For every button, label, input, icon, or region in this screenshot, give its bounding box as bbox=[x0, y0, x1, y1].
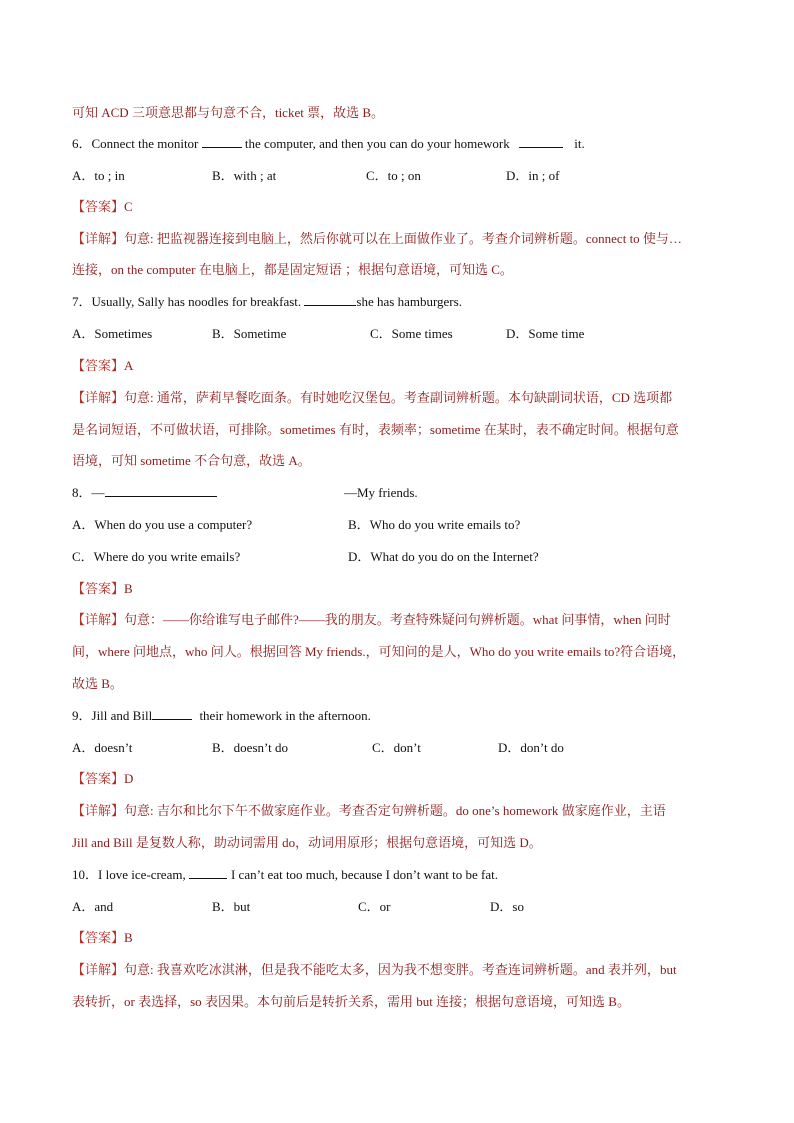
option-c: C．don’t bbox=[372, 740, 421, 755]
answer-blank bbox=[519, 135, 563, 148]
answer-7 bbox=[72, 357, 133, 375]
option-d: D．What do you do on the Internet? bbox=[348, 549, 539, 564]
answer-blank bbox=[152, 707, 192, 720]
text: what bbox=[532, 612, 559, 627]
question-8 bbox=[72, 484, 217, 502]
question-9 bbox=[72, 707, 371, 725]
text: 问时 bbox=[641, 612, 671, 627]
answer-value: C bbox=[124, 199, 133, 214]
answer-tag: 【答案】 bbox=[72, 199, 125, 214]
text: so bbox=[190, 994, 202, 1009]
text: 句意: 通常，萨莉早餐吃面条。有时她吃汉堡包。考查副词辨析题。本句缺副词状语，CD 选项都 bbox=[124, 390, 673, 405]
question-10 bbox=[72, 866, 498, 884]
option-a: A．and bbox=[72, 899, 114, 914]
text: on the computer bbox=[111, 262, 196, 277]
option-d: D．in ; of bbox=[506, 168, 560, 183]
text: 表转折， bbox=[72, 994, 125, 1009]
text: 故选 B。 bbox=[72, 676, 123, 691]
question-text: the computer, and then you can do your homework bbox=[241, 136, 513, 151]
explanation-8-line1 bbox=[72, 611, 671, 629]
text: 是名词短语，不可做状语，可排除。 bbox=[72, 422, 281, 437]
explanation-tag: 【详解】 bbox=[72, 231, 125, 246]
text: 问地点， bbox=[129, 644, 186, 659]
question-text: Usually, Sally has noodles for breakfast. bbox=[91, 294, 305, 309]
answer-tag: 【答案】 bbox=[72, 358, 125, 373]
text: 是复数人称，助动词需用 do，动词用原形；根据句意语境，可知选 D。 bbox=[132, 835, 542, 850]
text: sometimes bbox=[280, 422, 336, 437]
question-number: 9． bbox=[72, 708, 92, 723]
answer-6 bbox=[72, 198, 133, 216]
text: 在某时，表不确定时间。根据句意 bbox=[480, 422, 679, 437]
option-b: B．but bbox=[212, 899, 251, 914]
question-text: — bbox=[91, 485, 105, 500]
explanation-9-line1 bbox=[72, 802, 666, 820]
answer-10 bbox=[72, 929, 133, 947]
explanation-tag: 【详解】 bbox=[72, 612, 125, 627]
answer-value: B bbox=[124, 930, 133, 945]
option-c: C．Some times bbox=[370, 326, 453, 341]
explanation-6-line2 bbox=[72, 261, 513, 279]
question-text: Connect the monitor bbox=[91, 136, 202, 151]
question-number: 10． bbox=[72, 867, 99, 882]
text: 符合语境， bbox=[620, 644, 686, 659]
text: Jill and Bill bbox=[72, 835, 133, 850]
text: do one’s homework bbox=[455, 803, 559, 818]
answer-blank bbox=[105, 484, 217, 497]
option-d: D．Some time bbox=[506, 326, 585, 341]
option-a: A．When do you use a computer? bbox=[72, 517, 253, 532]
option-c: C．or bbox=[358, 899, 391, 914]
question-6 bbox=[72, 135, 585, 153]
text: 表并列， bbox=[604, 962, 660, 977]
text: or bbox=[124, 994, 135, 1009]
text: 做家庭作业，主语 bbox=[558, 803, 666, 818]
text: 有时，表频率； bbox=[335, 422, 430, 437]
text: 可知 ACD 三项意思都与句意不合， bbox=[72, 105, 275, 120]
explanation-7-line1 bbox=[72, 389, 672, 407]
question-text: Jill and Bill bbox=[91, 708, 153, 723]
question-7 bbox=[72, 293, 462, 311]
answer-tag: 【答案】 bbox=[72, 771, 125, 786]
explanation-7-line3 bbox=[72, 452, 311, 470]
text: sometime bbox=[140, 453, 191, 468]
option-b: B．Who do you write emails to? bbox=[348, 517, 521, 532]
option-a: A．to ; in bbox=[72, 168, 125, 183]
explanation-8-line3 bbox=[72, 675, 123, 693]
explanation-10-line1 bbox=[72, 961, 677, 979]
option-b: B．Sometime bbox=[212, 326, 287, 341]
explanation-tag: 【详解】 bbox=[72, 390, 125, 405]
answer-value: B bbox=[124, 581, 133, 596]
answer-tag: 【答案】 bbox=[72, 581, 125, 596]
answer-blank bbox=[304, 293, 356, 306]
answer-value: D bbox=[124, 771, 134, 786]
question-8-response: —My friends. bbox=[344, 485, 418, 500]
option-d: D．so bbox=[490, 899, 524, 914]
text: 不合句意，故选 A。 bbox=[190, 453, 311, 468]
text: connect to 使与… bbox=[585, 231, 682, 246]
text: 句意: 吉尔和比尔下午不做家庭作业。考查否定句辨析题。 bbox=[124, 803, 456, 818]
explanation-9-line2 bbox=[72, 834, 542, 852]
explanation-tag: 【详解】 bbox=[72, 803, 125, 818]
answer-blank bbox=[202, 135, 242, 148]
answer-8 bbox=[72, 580, 133, 598]
question-number: 7． bbox=[72, 294, 92, 309]
text: who bbox=[185, 644, 208, 659]
text: and bbox=[585, 962, 605, 977]
explanation-8-line2 bbox=[72, 643, 685, 661]
question-text: I love ice-cream, bbox=[98, 867, 189, 882]
text: 句意: 把监视器连接到电脑上，然后你就可以在上面做作业了。考查介词辨析题。 bbox=[124, 231, 586, 246]
option-b: B．doesn’t do bbox=[212, 740, 288, 755]
text: 语境，可知 bbox=[72, 453, 141, 468]
answer-9 bbox=[72, 770, 133, 788]
answer-value: A bbox=[124, 358, 134, 373]
text: 句意：——你给谁写电子邮件?——我的朋友。考查特殊疑问句辨析题。 bbox=[124, 612, 533, 627]
explanation-tag: 【详解】 bbox=[72, 962, 125, 977]
text: 问人。根据回答 My friends.，可知问的是人， bbox=[207, 644, 470, 659]
explanation-7-line2 bbox=[72, 421, 679, 439]
text: 票，故选 B。 bbox=[303, 105, 385, 120]
explanation-10-line2 bbox=[72, 993, 630, 1011]
option-d: D．don’t do bbox=[498, 740, 564, 755]
option-c: C．to ; on bbox=[366, 168, 421, 183]
option-a: A．Sometimes bbox=[72, 326, 153, 341]
explanation-6-line1 bbox=[72, 230, 682, 248]
text: ticket bbox=[274, 105, 304, 120]
text: 句意: 我喜欢吃冰淇淋，但是我不能吃太多，因为我不想变胖。考查连词辨析题。 bbox=[124, 962, 586, 977]
question-text: I can’t eat too much, because I don’t want to be fat. bbox=[230, 867, 498, 882]
explanation-tail-q5 bbox=[72, 104, 384, 122]
text: 在电脑上，都是固定短语 ；根据句意语境，可知选 C。 bbox=[195, 262, 513, 277]
text: 表因果。本句前后是转折关系，需用 but 连接；根据句意语境，可知选 B。 bbox=[201, 994, 630, 1009]
option-c: C．Where do you write emails? bbox=[72, 549, 241, 564]
option-b: B．with ; at bbox=[212, 168, 277, 183]
question-number: 6． bbox=[72, 136, 92, 151]
question-text: she has hamburgers. bbox=[356, 294, 462, 309]
text: 表选择， bbox=[134, 994, 191, 1009]
answer-blank bbox=[189, 866, 227, 879]
text: 问事情， bbox=[558, 612, 614, 627]
text: Who do you write emails to? bbox=[469, 644, 621, 659]
question-text: it. bbox=[570, 136, 585, 151]
text: 间， bbox=[72, 644, 99, 659]
question-number: 8． bbox=[72, 485, 92, 500]
text: 连接， bbox=[72, 262, 112, 277]
text: where bbox=[98, 644, 130, 659]
answer-tag: 【答案】 bbox=[72, 930, 125, 945]
option-a: A．doesn’t bbox=[72, 740, 133, 755]
text: but bbox=[659, 962, 677, 977]
question-text: their homework in the afternoon. bbox=[196, 708, 371, 723]
text: when bbox=[613, 612, 642, 627]
text: sometime bbox=[429, 422, 481, 437]
